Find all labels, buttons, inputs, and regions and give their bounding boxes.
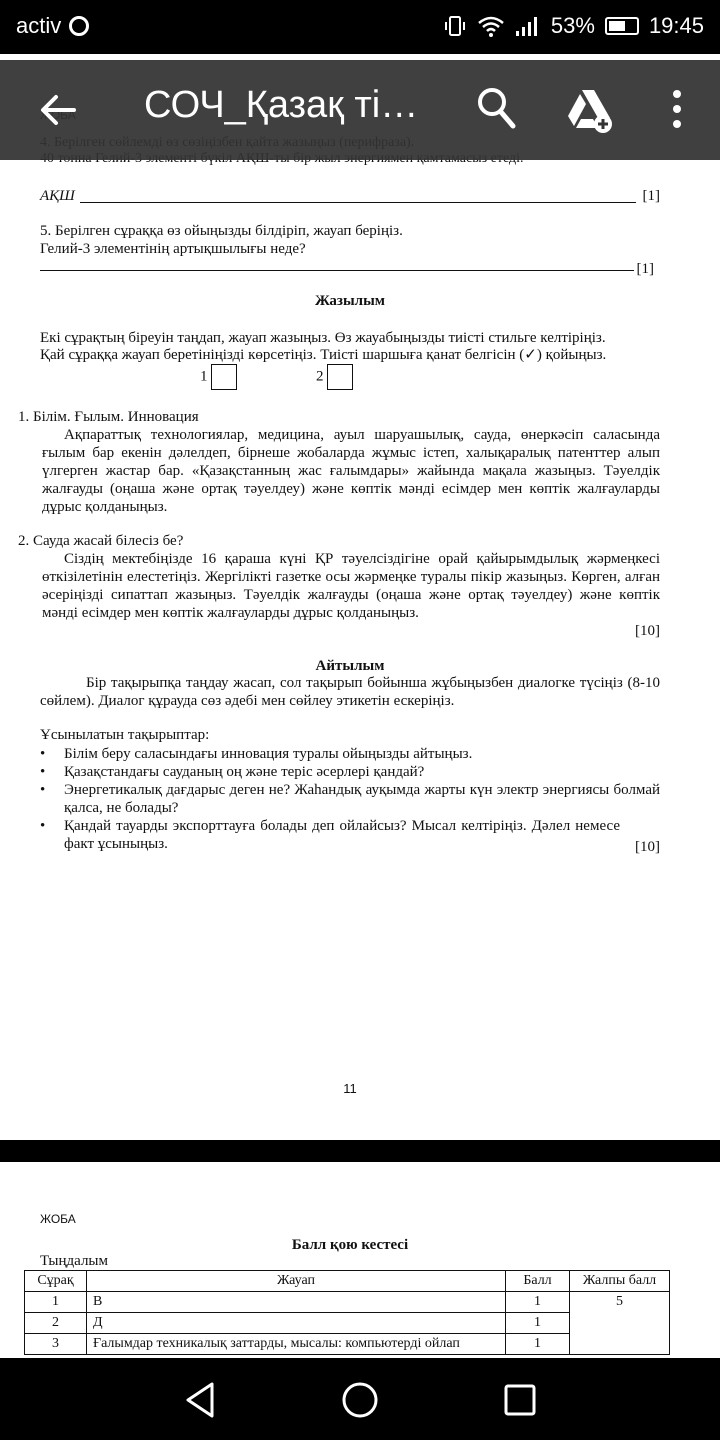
- speaking-points: [10]: [635, 839, 660, 855]
- carrier-label: activ: [16, 13, 62, 38]
- task-1-body: Ақпараттық технологиялар, медицина, ауыл шаруашылық, сауда, өнеркәсіп саласында ғылым бар екенін дәлелдеп, бірнеше жобаларда жұмыс істеп, халықаралық патенттер алып үлгерген жастар бар. «Қазақстанның жас ғалымдары» жайында мақала жазыңыз. Тәуелдік жалғауды (оңаша және ортақ тәуелдеу) және көптік мәнді есімдер мен көптік жалғауларды дұрыс қолданыңыз.: [42, 427, 660, 515]
- writing-instruction-2: Қай сұраққа жауап беретініңізді көрсетіңіз. Тиісті шаршыға қанат белгісін (✓) қойыңыз.: [40, 347, 607, 363]
- question-cell: 2: [25, 1313, 87, 1334]
- column-header: Балл: [506, 1271, 570, 1292]
- clock: 19:45: [648, 13, 704, 38]
- choice-1-checkbox[interactable]: [211, 364, 237, 390]
- answer-underline: [40, 270, 634, 271]
- q5-points: [1]: [636, 261, 654, 277]
- answer-cell: Д: [87, 1313, 506, 1334]
- topic-item: • Білім беру саласындағы инновация туралы ойыңызды айтыңыз.: [38, 745, 660, 763]
- score-cell: 1: [506, 1292, 570, 1313]
- carrier: [16, 13, 89, 39]
- document-page-2: [0, 1162, 720, 1358]
- search-icon[interactable]: [476, 86, 516, 130]
- topic-item: • Қандай тауарды экспорттауға болады деп ойлайсыз? Мысал келтіріңіз. Дәлел немесе факт ұсыныңыз.: [38, 817, 660, 853]
- choice-2-checkbox[interactable]: [327, 364, 353, 390]
- signal-icon: [515, 15, 541, 37]
- app-toolbar: [0, 60, 720, 160]
- writing-points: [10]: [635, 623, 660, 639]
- vibrate-icon: [443, 14, 467, 38]
- battery-icon: [605, 17, 639, 35]
- answer-cell: Ғалымдар техникалық заттарды, мысалы: компьютерді ойлап: [87, 1334, 506, 1355]
- q4-points: [1]: [642, 188, 660, 204]
- topics-label: Ұсынылатын тақырыптар:: [40, 727, 210, 743]
- writing-instruction-1: Екі сұрақтың біреуін таңдап, жауап жазыңыз. Өз жауабыңызды тиісті стильге келтіріңіз.: [40, 330, 606, 346]
- column-header: Жауап: [87, 1271, 506, 1292]
- page-separator: [0, 1140, 720, 1162]
- add-to-drive-icon[interactable]: [566, 86, 614, 134]
- choice-2[interactable]: [316, 364, 353, 390]
- nav-recents-icon[interactable]: [500, 1380, 540, 1420]
- table-row: [25, 1292, 670, 1313]
- page-number: 11: [343, 1081, 357, 1096]
- task-1-title: 1. Білім. Ғылым. Инновация: [18, 409, 199, 425]
- column-header: Жалпы балл: [570, 1271, 670, 1292]
- q4-answer-line[interactable]: [40, 187, 660, 207]
- topic-item: • Қазақстандағы сауданың оң және теріс әсерлері қандай?: [38, 763, 660, 781]
- speaking-heading: Айтылым: [315, 658, 385, 674]
- topics-list: [38, 745, 660, 853]
- total-cell: 5: [570, 1292, 670, 1355]
- answer-cell: В: [87, 1292, 506, 1313]
- q5-question: Гелий-3 элементінің артықшылығы неде?: [40, 241, 306, 257]
- column-header: Сұрақ: [25, 1271, 87, 1292]
- score-table: [24, 1270, 670, 1355]
- document-page-1: [0, 54, 720, 1140]
- choice-1-label: 1: [200, 368, 208, 385]
- nav-home-icon[interactable]: [340, 1380, 380, 1420]
- table-header-row: [25, 1271, 670, 1292]
- document-title: СОЧ_Қазақ ті…: [144, 84, 419, 126]
- choice-2-label: 2: [316, 368, 324, 385]
- navigation-bar: [0, 1358, 720, 1440]
- arrow-back-icon[interactable]: [34, 86, 82, 134]
- wifi-icon: [477, 14, 505, 38]
- task-2-title: 2. Сауда жасай білесіз бе?: [18, 533, 184, 549]
- answer-underline: [80, 202, 636, 203]
- status-bar: [0, 0, 720, 54]
- question-cell: 1: [25, 1292, 87, 1313]
- q5-text: 5. Берілген сұраққа өз ойыңызды білдіріп, жауап беріңіз.: [40, 223, 403, 239]
- carrier-logo-icon: [69, 16, 89, 36]
- score-cell: 1: [506, 1313, 570, 1334]
- page-header-label: ЖОБА: [40, 1212, 76, 1226]
- q5-answer-line[interactable]: [40, 256, 654, 276]
- question-cell: 3: [25, 1334, 87, 1355]
- section-label: Тыңдалым: [40, 1253, 108, 1269]
- speaking-instruction: Бір тақырыпқа таңдау жасап, сол тақырып бойынша жұбыңызбен диалогке түсіңіз (8-10 сөйлем). Диалог құрауда сөз әдебі мен сөйлеу этикетін ескеріңіз.: [40, 675, 660, 709]
- battery-percent: 53%: [550, 13, 595, 38]
- task-2-body: Сіздің мектебіңізде 16 қараша күні ҚР тәуелсіздігіне орай қайырымдылық жәрмеңкесі өткізілетінін елестетіңіз. Жергілікті газетке осы жәрмеңке туралы пікір жазыңыз. Көрген, алған әсеріңізді сипаттап жазыңыз. Тәуелдік жалғауды (оңаша және ортақ тәуелдеу) және көптік мәнді есімдер мен көптік жалғауларды дұрыс қолданыңыз.: [42, 551, 660, 621]
- writing-heading: Жазылым: [314, 293, 386, 309]
- more-vert-icon[interactable]: [662, 88, 692, 132]
- nav-back-icon[interactable]: [180, 1380, 220, 1420]
- score-table-title: Балл қою кестесі: [291, 1237, 409, 1253]
- score-cell: 1: [506, 1334, 570, 1355]
- q4-answer-start: АҚШ: [40, 188, 75, 204]
- choice-1[interactable]: [200, 364, 237, 390]
- topic-item: • Энергетикалық дағдарыс деген не? Жаһандық ауқымда жарты күн электр энергиясы болмай қалса, не болады?: [38, 781, 660, 817]
